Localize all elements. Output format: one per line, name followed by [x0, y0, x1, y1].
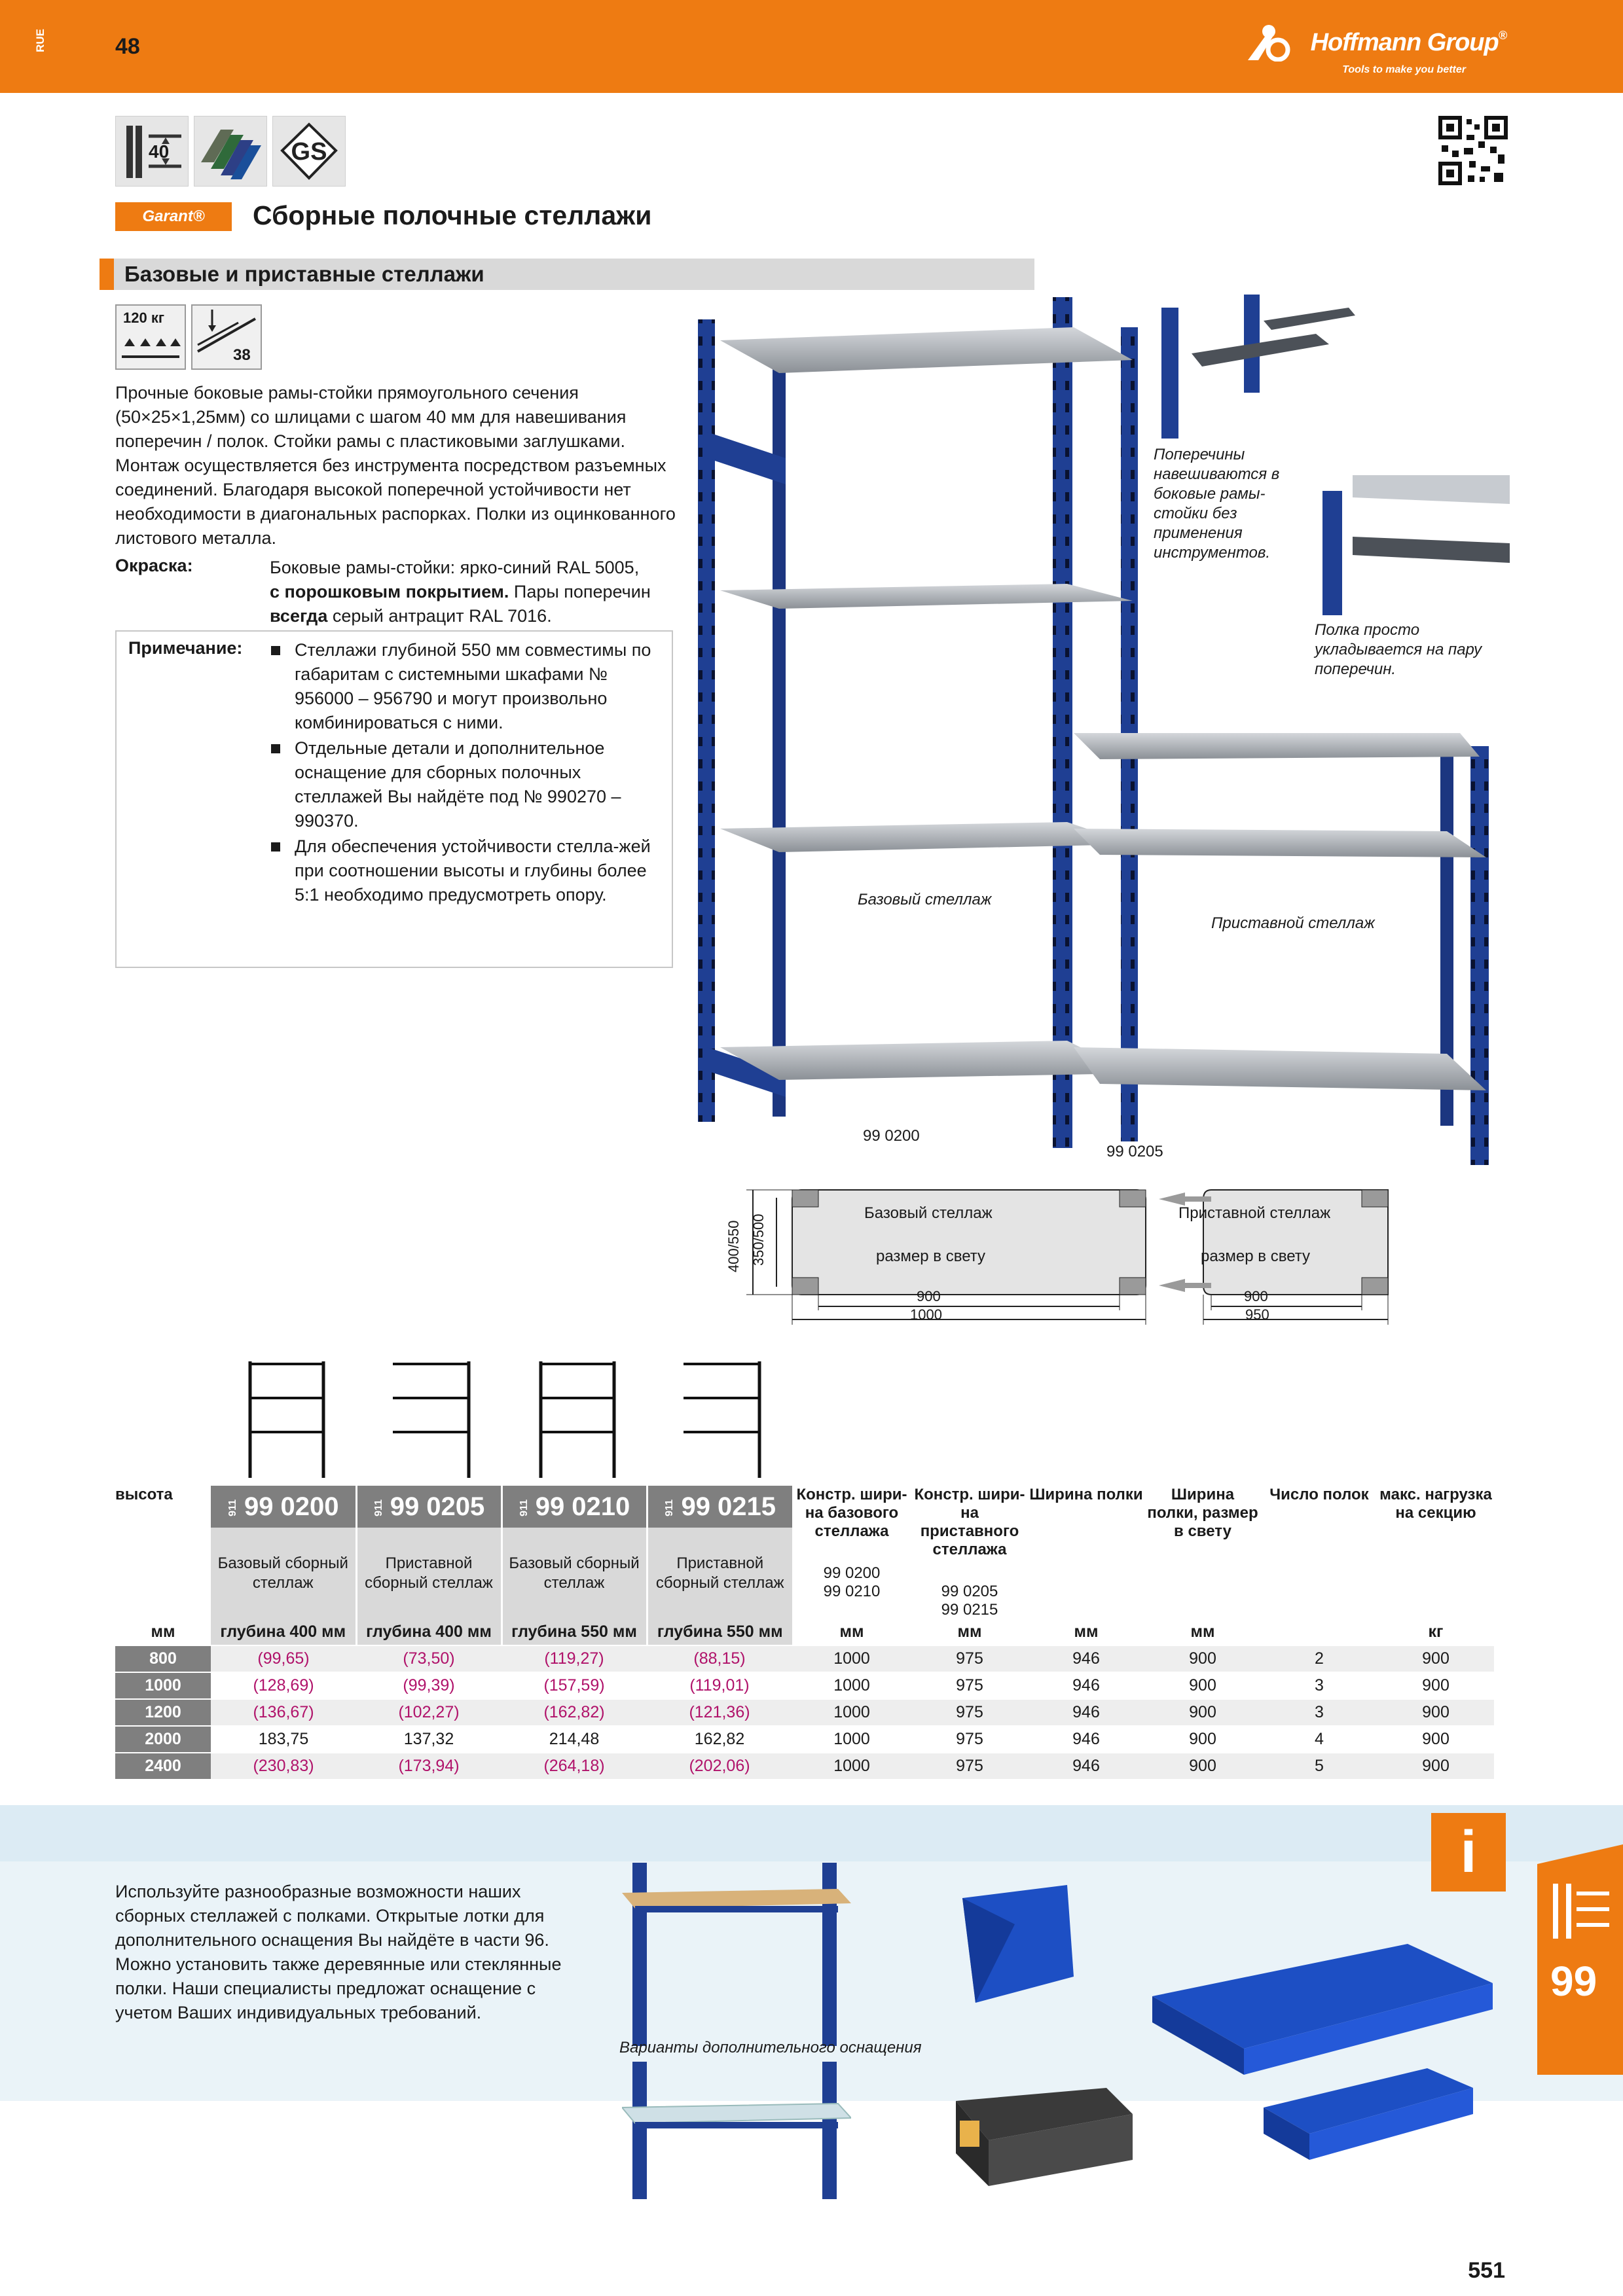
spec-cell-load: 900	[1377, 1645, 1494, 1672]
upright-mid	[1053, 297, 1072, 1148]
price-cell: 183,75	[211, 1726, 356, 1753]
price-cell: (119,01)	[647, 1672, 792, 1699]
price-cell: 214,48	[501, 1726, 647, 1753]
glass-shelf-rack-image	[622, 2062, 851, 2199]
dim-depth-outer: 400/550	[725, 1220, 742, 1272]
unit-mm: мм	[839, 1623, 864, 1641]
info-text: Используйте разнообразные возможности наших сборных стеллажей с полками. Открытые лотки для дополнительного оснащения Вы найдёте в части 96. Можно установить также деревянные или стеклянные полки. Наши специалисты предложат оснащение с учетом Ваших индивидуальных требований.	[115, 1882, 562, 2022]
article-depth: глубина 550 мм	[501, 1619, 647, 1645]
diagram-base-title: Базовый стеллаж	[864, 1204, 993, 1222]
spec-cell-sw: 946	[1028, 1672, 1144, 1699]
price-cell: (230,83)	[211, 1753, 356, 1779]
price-cell: (73,50)	[356, 1645, 501, 1672]
col-height-header: высота	[115, 1486, 173, 1503]
price-cell: (119,27)	[501, 1645, 647, 1672]
note-item: Отдельные детали и дополнительное оснащение для сборных полочных стеллажей Вы найдёте под № 990270 – 990370.	[271, 736, 664, 833]
dim-depth-inner: 350/500	[750, 1213, 767, 1266]
spec-cell-cw: 900	[1144, 1699, 1261, 1726]
price-cell: (88,15)	[647, 1645, 792, 1672]
price-cell: (128,69)	[211, 1672, 356, 1699]
blue-bin-image	[949, 1878, 1080, 2009]
diagram-addon-title: Приставной стеллаж	[1178, 1204, 1331, 1222]
unit-mm: мм	[957, 1623, 982, 1641]
table-row	[115, 1645, 1494, 1672]
shelving-illustration	[681, 288, 1519, 1217]
price-cell: 162,82	[647, 1726, 792, 1753]
pitch-icon	[115, 116, 189, 187]
article-depth: глубина 400 мм	[356, 1619, 501, 1645]
note-list	[271, 638, 664, 908]
table-row	[115, 1699, 1494, 1726]
col-shelf-count-header: Число полок	[1269, 1486, 1369, 1503]
spec-cell-aw: 975	[911, 1726, 1028, 1753]
colour-swatch-icon	[194, 116, 267, 187]
spec-cell-bw: 1000	[792, 1645, 911, 1672]
base-rack-label: Базовый стеллаж	[858, 891, 992, 908]
spec-cell-aw: 975	[911, 1699, 1028, 1726]
unit-mm: мм	[1074, 1623, 1099, 1641]
upright-addon-front	[1470, 746, 1489, 1165]
spec-cell-sw: 946	[1028, 1753, 1144, 1779]
shelf-edge-icon: 38	[191, 304, 262, 370]
product-description: Прочные боковые рамы-стойки прямоугольного сечения (50×25×1,25мм) со шлицами с шагом 40 мм для навешивания поперечин / полок. Стойки рамы с пластиковыми заглушками. Монтаж осуществляется без инструмента посредством разъемных соединений. Благодаря высокой поперечной устойчивости нет необходимости в диагональных распорках. Полки из оцинкованного листового металла.	[115, 383, 676, 548]
col-max-load-header: макс. нагрузка на секцию	[1379, 1486, 1492, 1522]
brand-tagline: Tools to make you better	[1342, 64, 1466, 75]
long-blue-tray-image	[1146, 1937, 1499, 2081]
spec-cell-bw: 1000	[792, 1753, 911, 1779]
load-capacity-icon: 120 кг	[115, 304, 186, 370]
accessories-caption: Варианты дополнительного оснащения	[619, 2039, 922, 2056]
spec-cell-aw: 975	[911, 1645, 1028, 1672]
diagram-base-subtitle: размер в свету	[876, 1247, 986, 1265]
grey-bin-image	[949, 2075, 1139, 2186]
spec-cell-cw: 900	[1144, 1672, 1261, 1699]
table-row	[115, 1753, 1494, 1779]
row-height: 1000	[115, 1672, 211, 1699]
spec-cell-cw: 900	[1144, 1645, 1261, 1672]
row-height: 2400	[115, 1753, 211, 1779]
price-cell: (121,36)	[647, 1699, 792, 1726]
spec-cell-n: 5	[1261, 1753, 1377, 1779]
page-number-bottom: 551	[1468, 2258, 1505, 2283]
spec-cell-n: 2	[1261, 1645, 1377, 1672]
shelf-detail-caption: Полка просто укладывается на пару поперечин.	[1315, 621, 1482, 678]
page-number-top: 48	[115, 34, 140, 59]
price-cell: (99,65)	[211, 1645, 356, 1672]
shelf-detail-image	[1313, 465, 1510, 615]
info-icon: i	[1431, 1813, 1506, 1892]
price-cell: (264,18)	[501, 1753, 647, 1779]
table-row	[115, 1672, 1494, 1699]
language-code: RUE	[34, 29, 46, 52]
price-cell: (162,82)	[501, 1699, 647, 1726]
qr-code-icon[interactable]	[1438, 115, 1508, 186]
dimension-diagram	[727, 1172, 1421, 1335]
price-cell: (173,94)	[356, 1753, 501, 1779]
row-height: 800	[115, 1645, 211, 1672]
spec-cell-load: 900	[1377, 1672, 1494, 1699]
price-cell: (202,06)	[647, 1753, 792, 1779]
hoffmann-logo-icon	[1245, 24, 1291, 62]
note-item: Для обеспечения устойчивости стелла-жей при соотношении высоты и глубины более 5:1 необходимо предусмотреть опору.	[271, 834, 664, 907]
frame-icon-addon-550	[684, 1361, 762, 1478]
price-cell: (157,59)	[501, 1672, 647, 1699]
article-header: 911 99 0210	[501, 1486, 647, 1528]
price-cell: (136,67)	[211, 1699, 356, 1726]
spec-cell-load: 900	[1377, 1753, 1494, 1779]
col-shelf-width-header: Ширина полки	[1029, 1486, 1143, 1503]
page-title: Сборные полочные стеллажи	[253, 200, 652, 230]
spec-cell-aw: 975	[911, 1753, 1028, 1779]
section-subtitle: Базовые и приставные стеллажи	[124, 262, 484, 286]
article-header: 911 99 0215	[647, 1486, 792, 1528]
chapter-number: 99	[1550, 1958, 1597, 2005]
addon-rack-number: 99 0205	[1106, 1143, 1163, 1160]
table-row	[115, 1726, 1494, 1753]
spec-cell-sw: 946	[1028, 1726, 1144, 1753]
article-description: Базовый сборный стеллаж	[211, 1528, 356, 1619]
col-addon-width-header: Констр. шири-на приставного стеллажа 99 0205 99 0215	[914, 1486, 1025, 1619]
info-band-top	[0, 1805, 1623, 1861]
article-description: Базовый сборный стеллаж	[501, 1528, 647, 1619]
article-header: 911 99 0200	[211, 1486, 356, 1528]
crossbar-detail-caption: Поперечины навешиваются в боковые рамы-стойки без применения инструментов.	[1154, 446, 1280, 562]
spec-cell-n: 3	[1261, 1699, 1377, 1726]
spec-cell-n: 3	[1261, 1672, 1377, 1699]
article-description: Приставной сборный стеллаж	[356, 1528, 501, 1619]
addon-rack-label: Приставной стеллаж	[1211, 914, 1375, 932]
blue-tray-image	[1257, 2062, 1480, 2166]
addon-shelf-bottom	[1074, 1047, 1486, 1090]
frame-icon-addon	[393, 1361, 471, 1478]
paint-label: Окраска:	[115, 556, 193, 575]
frame-icon-base-550	[538, 1361, 617, 1478]
dim-addon-outer: 950	[1245, 1306, 1269, 1323]
spec-cell-bw: 1000	[792, 1726, 911, 1753]
spec-cell-load: 900	[1377, 1699, 1494, 1726]
frame-icon-base	[247, 1361, 326, 1478]
dim-base-outer: 1000	[910, 1306, 942, 1323]
spec-cell-aw: 975	[911, 1672, 1028, 1699]
col-base-width-header: Констр. шири-на базового стеллажа 99 0200 99 0210	[796, 1486, 907, 1600]
article-description: Приставной сборный стеллаж	[647, 1528, 792, 1619]
spec-cell-bw: 1000	[792, 1672, 911, 1699]
price-cell: (102,27)	[356, 1699, 501, 1726]
unit-kg: кг	[1428, 1623, 1444, 1641]
spec-cell-load: 900	[1377, 1726, 1494, 1753]
paint-description: Боковые рамы-стойки: ярко-синий RAL 5005, с порошковым покрытием. Пары поперечин всегда серый антрацит RAL 7016.	[270, 558, 651, 626]
addon-shelf-top	[1074, 733, 1480, 759]
note-label: Примечание:	[128, 638, 243, 658]
gs-certification-icon	[272, 116, 346, 187]
shelf-bottom	[720, 1041, 1133, 1080]
spec-cell-bw: 1000	[792, 1699, 911, 1726]
article-depth: глубина 400 мм	[211, 1619, 356, 1645]
crossbar-detail-image	[1152, 295, 1362, 439]
unit-mm: мм	[151, 1623, 175, 1641]
dim-base-inner: 900	[917, 1288, 941, 1304]
garant-logo: Garant®	[115, 202, 232, 231]
brand-name: Hoffmann Group®	[1310, 29, 1506, 56]
wood-shelf-rack-image	[622, 1863, 851, 2046]
spec-cell-sw: 946	[1028, 1699, 1144, 1726]
spec-cell-n: 4	[1261, 1726, 1377, 1753]
price-cell: 137,32	[356, 1726, 501, 1753]
spec-cell-sw: 946	[1028, 1645, 1144, 1672]
price-cell: (99,39)	[356, 1672, 501, 1699]
note-item: Стеллажи глубиной 550 мм совместимы по габаритам с системными шкафами № 956000 – 956790 и могут произвольно комбинироваться с ними.	[271, 638, 664, 735]
spec-cell-cw: 900	[1144, 1753, 1261, 1779]
row-height: 1200	[115, 1699, 211, 1726]
base-rack-number: 99 0200	[863, 1127, 920, 1145]
article-header: 911 99 0205	[356, 1486, 501, 1528]
article-depth: глубина 550 мм	[647, 1619, 792, 1645]
pitch-value: 40	[149, 141, 170, 162]
dim-addon-inner: 900	[1244, 1288, 1268, 1304]
row-height: 2000	[115, 1726, 211, 1753]
addon-shelf-mid	[1074, 829, 1486, 857]
col-clear-width-header: Ширина полки, размер в свету	[1147, 1486, 1258, 1540]
unit-mm: мм	[1190, 1623, 1215, 1641]
gs-text: GS	[291, 138, 327, 166]
spec-table	[115, 1486, 1494, 1779]
diagram-addon-subtitle: размер в свету	[1201, 1247, 1311, 1265]
spec-cell-cw: 900	[1144, 1726, 1261, 1753]
